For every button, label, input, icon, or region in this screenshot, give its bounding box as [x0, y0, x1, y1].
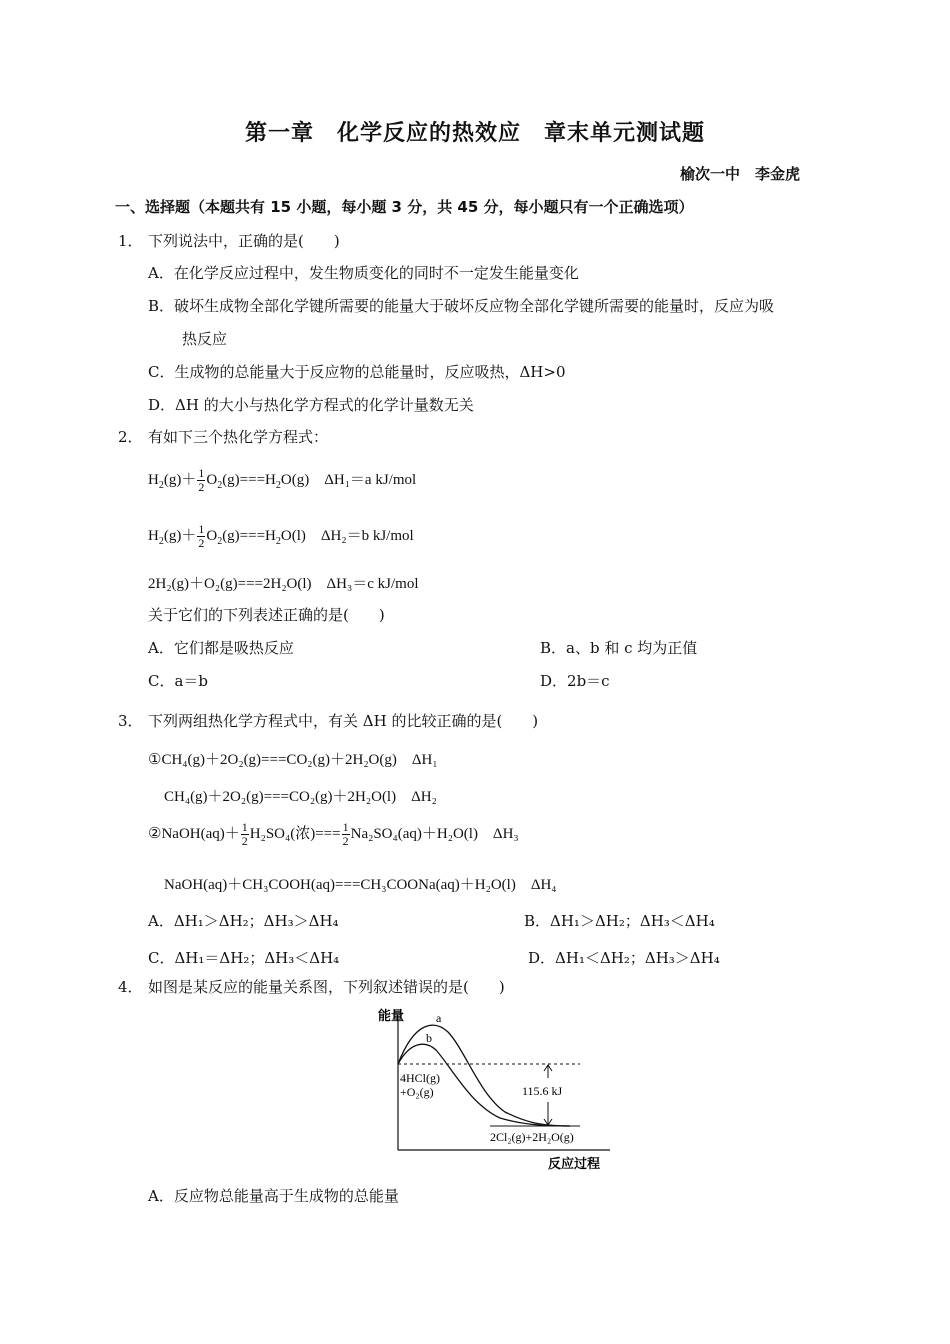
section-heading: 一、选择题（本题共有 15 小题，每小题 3 分，共 45 分，每小题只有一个正确选项） — [115, 198, 694, 216]
fraction: $\frac{1}{2}$ — [241, 820, 248, 849]
q2-option-a: A．它们都是吸热反应 — [148, 639, 294, 657]
q4-option-a: A．反应物总能量高于生成物的总能量 — [148, 1187, 399, 1205]
fraction: $\frac{1}{2}$ — [198, 466, 205, 495]
fraction: $\frac{1}{2}$ — [342, 820, 349, 849]
x-axis-label: 反应过程 — [548, 1156, 601, 1171]
reactant-label-1: 4HCl(g) — [400, 1071, 440, 1085]
author-line: 榆次一中 李金虎 — [679, 165, 800, 183]
fraction: $\frac{1}{2}$ — [198, 522, 205, 551]
q2-option-d: D．2b＝c — [540, 672, 610, 690]
q1-option-c: C．生成物的总能量大于反应物的总能量时，反应吸热，ΔH>0 — [148, 363, 566, 381]
q2-equation-2: $H_2(g)+$ $\frac{1}{2}$ $O_2(g)===H_2O(l)$ ΔH₂＝b kJ/mol — [148, 522, 414, 551]
q3-option-d: D．ΔH₁＜ΔH₂；ΔH₃＞ΔH₄ — [528, 949, 720, 967]
q1-number: 1． — [118, 232, 143, 250]
q3-number: 3． — [118, 712, 143, 730]
q3-equation-3: ②NaOH(aq)＋ $\frac{1}{2}$ H₂SO₄(浓)=== $\frac{1}{2}$ Na₂SO₄(aq)＋H₂O(l) ΔH₃ — [148, 820, 519, 849]
q3-option-c: C．ΔH₁＝ΔH₂；ΔH₃＜ΔH₄ — [148, 949, 340, 967]
q1-text: 下列说法中，正确的是( ) — [148, 232, 340, 250]
reactant-label-2: +O₂(g) — [400, 1085, 434, 1099]
q3-equation-2: CH₄(g)＋2O₂(g)===CO₂(g)＋2H₂O(l) ΔH₂ — [164, 789, 437, 805]
q1-option-b-line2: 热反应 — [182, 330, 228, 348]
q3-equation-1: ①CH₄(g)＋2O₂(g)===CO₂(g)＋2H₂O(g) ΔH₁ — [148, 752, 438, 768]
q3-equation-4: NaOH(aq)＋CH₃COOH(aq)===CH₃COONa(aq)＋H₂O(l) ΔH₄ — [164, 877, 557, 893]
q4-text: 如图是某反应的能量关系图，下列叙述错误的是( ) — [148, 978, 505, 996]
q1-option-b-line1: B．破坏生成物全部化学键所需要的能量大于破坏反应物全部化学键所需要的能量时，反应为吸 — [148, 297, 775, 315]
product-label: 2Cl₂(g)+2H₂O(g) — [490, 1130, 574, 1144]
q2-option-c: C．a＝b — [148, 672, 209, 690]
q4-number: 4． — [118, 978, 143, 996]
curve-a-label: a — [436, 1011, 442, 1025]
energy-diagram — [370, 1000, 620, 1175]
q3-option-a: A．ΔH₁＞ΔH₂；ΔH₃＞ΔH₄ — [148, 912, 339, 930]
energy-label: 115.6 kJ — [522, 1084, 563, 1098]
q3-text: 下列两组热化学方程式中，有关 ΔH 的比较正确的是( ) — [148, 712, 539, 730]
y-axis-label: 能量 — [378, 1008, 405, 1023]
q2-option-b: B．a、b 和 c 均为正值 — [540, 639, 698, 657]
q1-option-d: D．ΔH 的大小与热化学方程式的化学计量数无关 — [148, 396, 474, 414]
q1-option-a: A．在化学反应过程中，发生物质变化的同时不一定发生能量变化 — [148, 264, 579, 282]
q2-equation-1: $H_2(g)+$ $\frac{1}{2}$ $O_2(g)===H_2O(g)$ ΔH₁＝a kJ/mol — [148, 466, 417, 495]
q2-prompt: 关于它们的下列表述正确的是( ) — [148, 606, 385, 624]
q2-text: 有如下三个热化学方程式： — [148, 428, 329, 446]
q3-option-b: B．ΔH₁＞ΔH₂；ΔH₃＜ΔH₄ — [524, 912, 715, 930]
curve-b-label: b — [426, 1031, 432, 1045]
page-title: 第一章 化学反应的热效应 章末单元测试题 — [244, 121, 705, 146]
q2-equation-3: 2H₂(g)＋O₂(g)===2H₂O(l) ΔH₃＝c kJ/mol — [148, 576, 419, 592]
q2-number: 2． — [118, 428, 143, 446]
